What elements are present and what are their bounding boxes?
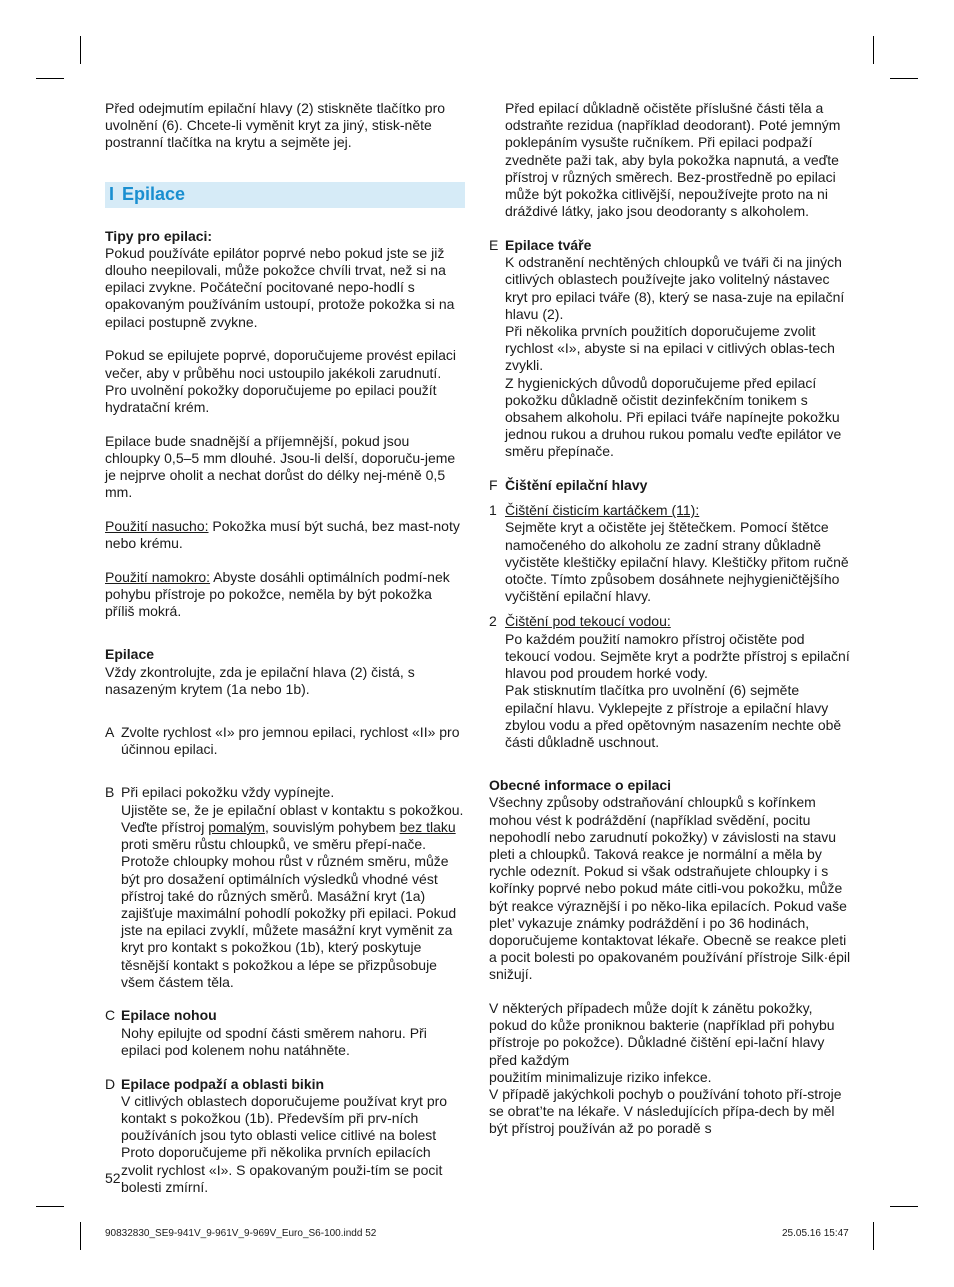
general-info-paragraph: V některých případech může dojít k zánětu pokožky, pokud do kůže proniknou bakterie (například při pohybu přístroje po pokožce). Důkladné čištění epi-lační hlavy před každým bbox=[489, 1000, 835, 1068]
tips-title: Tipy pro epilaci: bbox=[105, 227, 213, 244]
step-label: E bbox=[489, 236, 499, 253]
step-text: V citlivých oblastech doporučujeme používat kryt pro kontakt s pokožkou (1b). Především při prv-ních používáních jsou tyto oblasti velice citlivé na bolest Proto doporučujeme při několika prvních epilacích zvolit rychlost «I». S opakovaným použi-tím se pocit bolesti zmírní. bbox=[121, 1092, 448, 1195]
intro-paragraph: Před odejmutím epilační hlavy (2) stiskněte tlačítko pro uvolnění (6). Chcete-li vyměnit kryt za jiný, stisk-něte postranní tlačítka na krytu a sejměte jej. bbox=[105, 100, 446, 151]
substep-label: 1 bbox=[489, 502, 497, 519]
step-label: D bbox=[105, 1075, 116, 1092]
step-text: Při epilaci pokožku vždy vypínejte. bbox=[121, 784, 335, 801]
crop-mark bbox=[873, 36, 874, 64]
substep-1 bbox=[489, 502, 851, 605]
epilace-text: Vždy zkontrolujte, zda je epilační hlava (2) čistá, s nasazeným krytem (1a nebo 1b). bbox=[105, 663, 415, 697]
step-label: B bbox=[105, 784, 115, 801]
slug-file-info: 90832830_SE9-941V_9-961V_9-969V_Euro_S6-100.indd 52 bbox=[105, 1228, 377, 1239]
step-text: Při několika prvních použitích doporučujeme zvolit rychlost «I», abyste si na epilaci v citlivých oblas-tech zvykli. bbox=[505, 322, 835, 374]
general-info-paragraph: V případě jakýchkoli pochyb o používání tohoto pří-stroje se obrat’te na lékaře. V následujících přípa-dech by měl být přístroj používán až po poradě s bbox=[489, 1086, 842, 1137]
step-title: Epilace nohou bbox=[121, 1007, 217, 1024]
substep-text: Sejměte kryt a očistěte jej štětečkem. Pomocí štětce namočeného do alkoholu ze zadní strany důkladně vyčistěte kleštičky epilační hlavy. Kleštičky přitom ručně otočte. Tímto způsobem dosáhnete nejhygieničtějšího vyčištění epilační hlavy. bbox=[505, 519, 849, 605]
step-e bbox=[489, 237, 851, 461]
text-run: Veďte přístroj bbox=[121, 818, 209, 835]
step-d-continued bbox=[489, 100, 851, 220]
step-c bbox=[105, 1007, 465, 1059]
substep-label: 2 bbox=[489, 613, 497, 630]
wet-use-text: Abyste dosáhli optimálních podmí-nek pohybu přístroje po pokožce, neměla by být pokožka příliš mokrá. bbox=[105, 568, 450, 620]
substep-text: Po každém použití namokro přístroj očistěte pod tekoucí vodou. Sejměte kryt a podržte přístroj s epilační hlavou pod proudem horké vody. bbox=[505, 630, 850, 682]
step-f bbox=[489, 477, 851, 494]
right-column bbox=[489, 100, 851, 1138]
tips-paragraph: Epilace bude snadnější a příjemnější, pokud jsou chloupky 0,5–5 mm dlouhé. Jsou-li delší, doporuču-jeme je nejprve oholit a nechat dorůst do délky nej-méně 0,5 mm. bbox=[105, 432, 456, 501]
step-text: Zvolte rychlost «I» pro jemnou epilaci, rychlost «II» pro účinnou epilaci. bbox=[121, 724, 460, 758]
step-text: Z hygienických důvodů doporučujeme před epilací pokožku důkladně očistit dezinfekčním tonikem s obsahem alkoholu. Při epilaci tváře napínejte pokožku jednou rukou a druhou rukou pomalu veďte epilátor ve směru přepínače. bbox=[505, 374, 842, 460]
text-run: proti směru růstu chloupků, ve směru přepí-nače. Protože chloupky mohou růst v různém směru, může být pro dosažení optimálních výsledků vhodné vést přístroj také do různých směrů. Masážní kryt (1a) zajišťuje maximální pohodlí pokožky při epilaci. Pokud jste na epilaci zvyklí, můžete masážní kryt vyměnit za kryt pro kontakt s pokožkou (1b), který poskytuje těsnější kontakt s pokožkou a lépe se přizpůsobuje všem částem těla. bbox=[121, 836, 457, 990]
left-column bbox=[105, 100, 465, 1196]
step-label: F bbox=[489, 477, 498, 494]
epilace-title: Epilace bbox=[105, 646, 155, 663]
crop-mark bbox=[890, 78, 918, 79]
tips-paragraph: Pokud se epilujete poprvé, doporučujeme provést epilaci večer, aby v průběhu noci ustoupilo jakékoli zarudnutí. Pro uvolnění pokožky doporučujeme po epilaci použít hydratační krém. bbox=[105, 347, 456, 415]
step-label: C bbox=[105, 1007, 116, 1024]
crop-mark bbox=[80, 36, 81, 64]
step-text bbox=[121, 819, 465, 991]
step-label: A bbox=[105, 724, 115, 741]
step-text: Ujistěte se, že je epilační oblast v kontaktu s pokožkou. bbox=[121, 801, 464, 818]
step-text: Nohy epilujte od spodní části směrem nahoru. Při epilaci pod kolenem nohu natáhněte. bbox=[121, 1024, 427, 1058]
crop-mark bbox=[36, 1206, 64, 1207]
slug-date: 25.05.16 15:47 bbox=[782, 1228, 849, 1239]
general-info-title: Obecné informace o epilaci bbox=[489, 777, 672, 794]
text-run-underlined: pomalým bbox=[208, 818, 265, 835]
step-b bbox=[105, 784, 465, 990]
substep-text: Pak stisknutím tlačítka pro uvolnění (6) sejměte epilační hlavu. Vyklepejte z přístroje a epilační hlavy zbylou vodu a před opětovným nasazením nechte obě části důkladně uschnout. bbox=[505, 682, 842, 750]
step-text: Před epilací důkladně očistěte příslušné části těla a odstraňte rezidua (například deodorant). Poté jemným poklepáním vysušte ručníkem. Při epilaci podpaží zvedněte paži tak, aby byla pokožka napnutá, a veďte přístroj v různých směrech. Bez-prostředně po epilaci může být pokožka citlivější, nepoužívejte proto na ni dráždivé látky, jako jsou deodoranty s alkoholem. bbox=[505, 100, 841, 220]
text-run-underlined: bez tlaku bbox=[399, 818, 456, 835]
text-run: , souvislým pohybem bbox=[265, 818, 400, 835]
step-text: K odstranění nechtěných chloupků ve tváři či na jiných citlivých oblastech používejte jako volitelný nástavec kryt pro epilaci tváře (8), který se nasa-zuje na epilační hlavu (2). bbox=[505, 254, 845, 322]
step-d bbox=[105, 1076, 465, 1196]
dry-use-paragraph bbox=[105, 518, 465, 552]
substep-title: Čištění pod tekoucí vodou: bbox=[505, 613, 671, 630]
step-title: Epilace tváře bbox=[505, 236, 592, 253]
crop-mark bbox=[873, 1222, 874, 1250]
crop-mark bbox=[890, 1206, 918, 1207]
general-info-paragraph: Všechny způsoby odstraňování chloupků s kořínkem mohou vést k podráždění (například svědění, pocitu nepohodlí nebo zarudnutí pokožky) v závislosti na stavu pleti a chloupků. Taková reakce je normální a měla by rychle odeznít. Pokud si však odstraňujete chloupky i s kořínky poprvé nebo pokud máte citli-vou pokožku, může být reakce výraznější i po něko-lika epilacích. Pokud vaše plet’ vykazuje známky podráždění i po 36 hodinách, doporučujeme kontaktovat lékaře. Obecně se reakce pleti a pocit bolesti po opakovaném používání přístroje Silk·épil snižují. bbox=[489, 794, 851, 983]
wet-use-paragraph bbox=[105, 569, 465, 621]
wet-use-label: Použití namokro: bbox=[105, 568, 211, 585]
step-a bbox=[105, 724, 465, 758]
section-title: Epilace bbox=[122, 184, 186, 204]
crop-mark bbox=[80, 1222, 81, 1250]
step-title: Epilace podpaží a oblasti bikin bbox=[121, 1075, 325, 1092]
dry-use-text: Pokožka musí být suchá, bez mast-noty nebo krému. bbox=[105, 517, 460, 552]
substep-2 bbox=[489, 613, 851, 751]
crop-mark bbox=[36, 78, 64, 79]
page-number: 52 bbox=[105, 1170, 121, 1186]
dry-use-label: Použití nasucho: bbox=[105, 517, 209, 534]
general-info-paragraph: použitím minimalizuje riziko infekce. bbox=[489, 1068, 712, 1085]
step-title: Čištění epilační hlavy bbox=[505, 477, 648, 494]
section-number: I bbox=[109, 184, 115, 204]
tips-paragraph: Pokud používáte epilátor poprvé nebo pokud jste se již dlouho neepilovali, může pokožce chvíli trvat, než si na epilaci zvykne. Počáteční pocitované nepo-hodlí s opakovaným používáním ustoupí, protože pokožka si na epilaci postupně zvykne. bbox=[105, 244, 455, 330]
substep-title: Čištění čisticím kartáčkem (11): bbox=[505, 502, 700, 519]
section-heading bbox=[105, 182, 465, 208]
